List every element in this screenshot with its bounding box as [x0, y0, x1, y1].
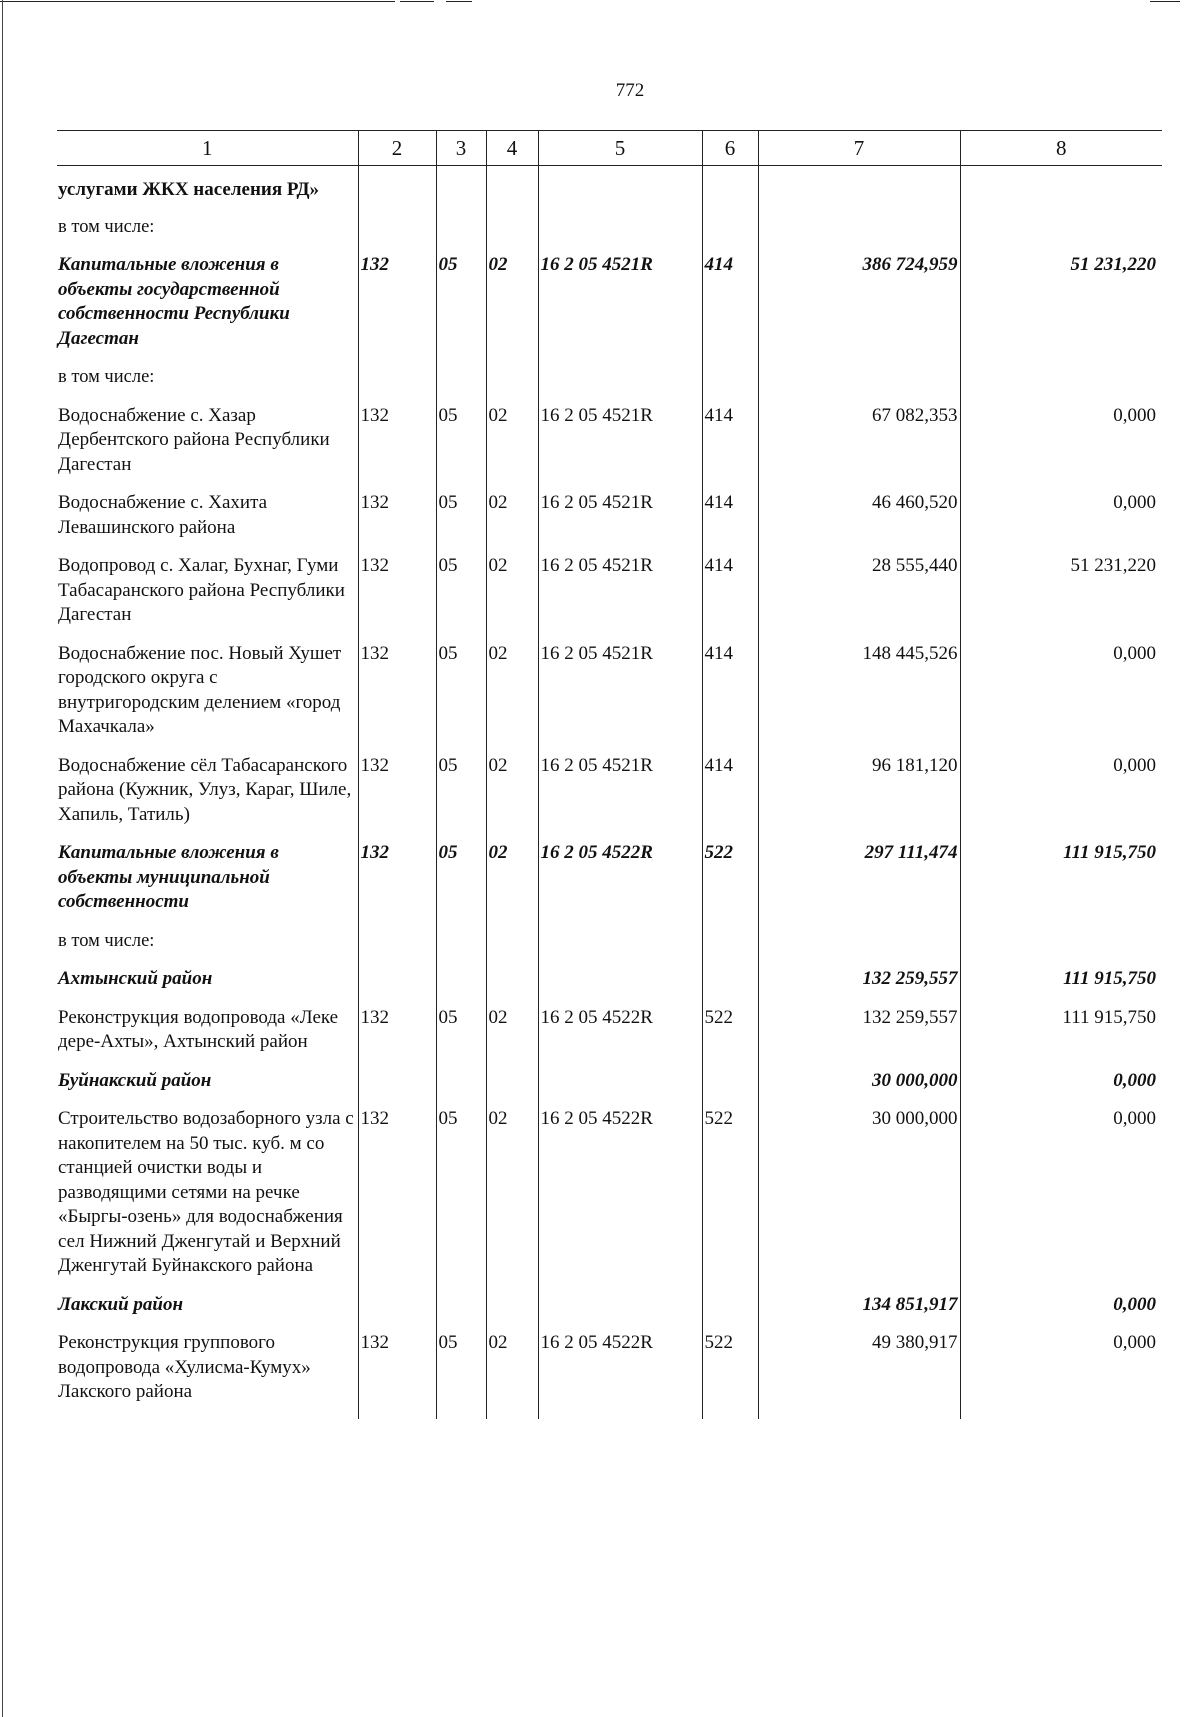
- col5-value: 16 2 05 4521R: [538, 481, 702, 544]
- col8-value: 0,000: [960, 1283, 1162, 1322]
- col5-value: [538, 207, 702, 244]
- col6-value: [702, 919, 758, 958]
- col6-value: 522: [702, 996, 758, 1059]
- table-row: [57, 1097, 1162, 1283]
- col3-value: 05: [436, 1321, 486, 1419]
- row-name: Ахтынский район: [58, 968, 213, 989]
- col4-value: 02: [486, 544, 538, 632]
- table-row: [57, 355, 1162, 394]
- col5-value: [538, 166, 702, 207]
- col2-value: [358, 1283, 436, 1322]
- col4-value: [486, 1059, 538, 1098]
- col3-value: 05: [436, 481, 486, 544]
- column-header: 4: [486, 131, 538, 166]
- col8-value: 51 231,220: [960, 544, 1162, 632]
- col4-value: [486, 957, 538, 996]
- col6-value: 414: [702, 243, 758, 355]
- col7-value: [758, 919, 960, 958]
- column-header: 1: [57, 131, 358, 166]
- col3-value: [436, 957, 486, 996]
- table-row: [57, 1059, 1162, 1098]
- col5-value: 16 2 05 4521R: [538, 394, 702, 482]
- row-name: Водоснабжение пос. Новый Хушет городского округа с внутригородским делением «город Махачкала»: [58, 642, 342, 737]
- col3-value: [436, 355, 486, 394]
- row-name: Строительство водозаборного узла с накопителем на 50 тыс. куб. м со станцией очистки воды и разводящими сетями на речке «Быргы-озень» для водоснабжения сел Нижний Дженгутай и Верхний Дженгутай Буйнакского района: [58, 1108, 354, 1276]
- col2-value: [358, 166, 436, 207]
- row-name: Водоснабжение с. Хазар Дербентского района Республики Дагестан: [58, 404, 330, 475]
- col2-value: [358, 957, 436, 996]
- row-name: Водоснабжение сёл Табасаранского района (Кужник, Улуз, Караг, Шиле, Хапиль, Татиль): [58, 754, 352, 825]
- scan-top-edge: [0, 0, 1200, 6]
- table-row: [57, 207, 1162, 244]
- col2-value: [358, 1059, 436, 1098]
- col2-value: [358, 207, 436, 244]
- col6-value: 414: [702, 744, 758, 832]
- col6-value: 414: [702, 481, 758, 544]
- table-row: [57, 632, 1162, 744]
- col8-value: 0,000: [960, 394, 1162, 482]
- col6-value: 414: [702, 632, 758, 744]
- col3-value: 05: [436, 632, 486, 744]
- row-name: Лакский район: [58, 1293, 184, 1315]
- col7-value: 134 851,917: [758, 1283, 960, 1322]
- col2-value: 132: [358, 1321, 436, 1419]
- col7-value: [758, 166, 960, 207]
- col3-value: [436, 919, 486, 958]
- table-row: [57, 996, 1162, 1059]
- col4-value: 02: [486, 394, 538, 482]
- col2-value: 132: [358, 996, 436, 1059]
- col8-value: 111 915,750: [960, 996, 1162, 1059]
- col4-value: 02: [486, 632, 538, 744]
- col5-value: 16 2 05 4522R: [538, 1097, 702, 1283]
- col4-value: 02: [486, 744, 538, 832]
- table-row: [57, 957, 1162, 996]
- col6-value: [702, 1059, 758, 1098]
- col7-value: 132 259,557: [758, 957, 960, 996]
- col2-value: 132: [358, 831, 436, 919]
- col2-value: [358, 355, 436, 394]
- col6-value: 522: [702, 831, 758, 919]
- col6-value: [702, 166, 758, 207]
- col4-value: [486, 207, 538, 244]
- row-name: в том числе:: [58, 930, 155, 951]
- col8-value: 0,000: [960, 1321, 1162, 1419]
- table-row: [57, 544, 1162, 632]
- col8-value: 51 231,220: [960, 243, 1162, 355]
- col5-value: 16 2 05 4522R: [538, 1321, 702, 1419]
- col6-value: 522: [702, 1321, 758, 1419]
- col8-value: 0,000: [960, 481, 1162, 544]
- row-name: Капитальные вложения в объекты муниципальной собственности: [58, 842, 279, 912]
- col7-value: [758, 355, 960, 394]
- col6-value: [702, 957, 758, 996]
- row-name: Водоснабжение с. Хахита Левашинского района: [58, 492, 268, 538]
- col7-value: 297 111,474: [758, 831, 960, 919]
- col3-value: [436, 166, 486, 207]
- col5-value: 16 2 05 4522R: [538, 831, 702, 919]
- table-row: [57, 481, 1162, 544]
- row-name: Реконструкция группового водопровода «Хулисма-Кумух» Лакского района: [58, 1332, 311, 1402]
- budget-table: [57, 130, 1162, 1419]
- col7-value: 386 724,959: [758, 243, 960, 355]
- col3-value: [436, 1283, 486, 1322]
- col8-value: 0,000: [960, 1097, 1162, 1283]
- table-row: [57, 1283, 1162, 1322]
- col2-value: 132: [358, 544, 436, 632]
- col6-value: [702, 207, 758, 244]
- col7-value: 46 460,520: [758, 481, 960, 544]
- col4-value: 02: [486, 243, 538, 355]
- col4-value: 02: [486, 1097, 538, 1283]
- col3-value: 05: [436, 544, 486, 632]
- column-header: 2: [358, 131, 436, 166]
- table-row: [57, 831, 1162, 919]
- col2-value: 132: [358, 243, 436, 355]
- col2-value: 132: [358, 632, 436, 744]
- col2-value: 132: [358, 394, 436, 482]
- column-header: 8: [960, 131, 1162, 166]
- col8-value: 0,000: [960, 1059, 1162, 1098]
- col5-value: 16 2 05 4522R: [538, 996, 702, 1059]
- col8-value: 0,000: [960, 744, 1162, 832]
- col3-value: 05: [436, 394, 486, 482]
- table-row: [57, 919, 1162, 958]
- col7-value: 30 000,000: [758, 1059, 960, 1098]
- col5-value: 16 2 05 4521R: [538, 544, 702, 632]
- col7-value: 49 380,917: [758, 1321, 960, 1419]
- col4-value: 02: [486, 831, 538, 919]
- col4-value: [486, 919, 538, 958]
- row-name: Водопровод с. Халаг, Бухнаг, Гуми Табасаранского района Республики Дагестан: [58, 555, 345, 625]
- col3-value: 05: [436, 831, 486, 919]
- column-header: 5: [538, 131, 702, 166]
- row-name: Реконструкция водопровода «Леке дере-Ахты», Ахтынский район: [58, 1006, 339, 1052]
- page-number: 772: [615, 80, 645, 101]
- table-row: [57, 1321, 1162, 1419]
- table-row: [57, 166, 1162, 207]
- col5-value: [538, 1283, 702, 1322]
- row-name: услугами ЖКХ населения РД»: [58, 179, 320, 200]
- col7-value: 28 555,440: [758, 544, 960, 632]
- col3-value: 05: [436, 996, 486, 1059]
- col4-value: 02: [486, 1321, 538, 1419]
- col8-value: 111 915,750: [960, 957, 1162, 996]
- header-row: [57, 131, 1162, 166]
- col6-value: 522: [702, 1097, 758, 1283]
- scan-line: [1150, 1, 1180, 2]
- col7-value: 96 181,120: [758, 744, 960, 832]
- col8-value: 111 915,750: [960, 831, 1162, 919]
- row-name: в том числе:: [58, 367, 155, 387]
- scan-left-edge: [2, 0, 3, 1717]
- col8-value: 0,000: [960, 632, 1162, 744]
- col8-value: [960, 919, 1162, 958]
- col4-value: 02: [486, 481, 538, 544]
- col5-value: [538, 355, 702, 394]
- col5-value: 16 2 05 4521R: [538, 632, 702, 744]
- col8-value: [960, 207, 1162, 244]
- table-row: [57, 243, 1162, 355]
- col4-value: [486, 1283, 538, 1322]
- col7-value: 67 082,353: [758, 394, 960, 482]
- table-body: [57, 166, 1162, 1419]
- row-name: Капитальные вложения в объекты государственной собственности Республики Дагестан: [58, 254, 290, 349]
- col3-value: [436, 1059, 486, 1098]
- scan-line: [0, 1, 395, 2]
- col4-value: [486, 166, 538, 207]
- col5-value: [538, 957, 702, 996]
- col7-value: 148 445,526: [758, 632, 960, 744]
- col5-value: [538, 1059, 702, 1098]
- col7-value: 30 000,000: [758, 1097, 960, 1283]
- col7-value: [758, 207, 960, 244]
- col5-value: [538, 919, 702, 958]
- col5-value: 16 2 05 4521R: [538, 744, 702, 832]
- table-row: [57, 744, 1162, 832]
- col3-value: 05: [436, 744, 486, 832]
- col8-value: [960, 166, 1162, 207]
- table-row: [57, 394, 1162, 482]
- scan-line: [400, 1, 434, 2]
- col6-value: [702, 355, 758, 394]
- col6-value: [702, 1283, 758, 1322]
- col8-value: [960, 355, 1162, 394]
- column-header: 7: [758, 131, 960, 166]
- col5-value: 16 2 05 4521R: [538, 243, 702, 355]
- col2-value: 132: [358, 481, 436, 544]
- column-header: 6: [702, 131, 758, 166]
- col4-value: 02: [486, 996, 538, 1059]
- col2-value: 132: [358, 744, 436, 832]
- col3-value: 05: [436, 1097, 486, 1283]
- row-name: в том числе:: [58, 216, 155, 237]
- col6-value: 414: [702, 544, 758, 632]
- col2-value: 132: [358, 1097, 436, 1283]
- col2-value: [358, 919, 436, 958]
- col3-value: 05: [436, 243, 486, 355]
- col4-value: [486, 355, 538, 394]
- scan-line: [446, 1, 472, 2]
- col7-value: 132 259,557: [758, 996, 960, 1059]
- col3-value: [436, 207, 486, 244]
- col6-value: 414: [702, 394, 758, 482]
- column-header: 3: [436, 131, 486, 166]
- row-name: Буйнакский район: [58, 1069, 212, 1091]
